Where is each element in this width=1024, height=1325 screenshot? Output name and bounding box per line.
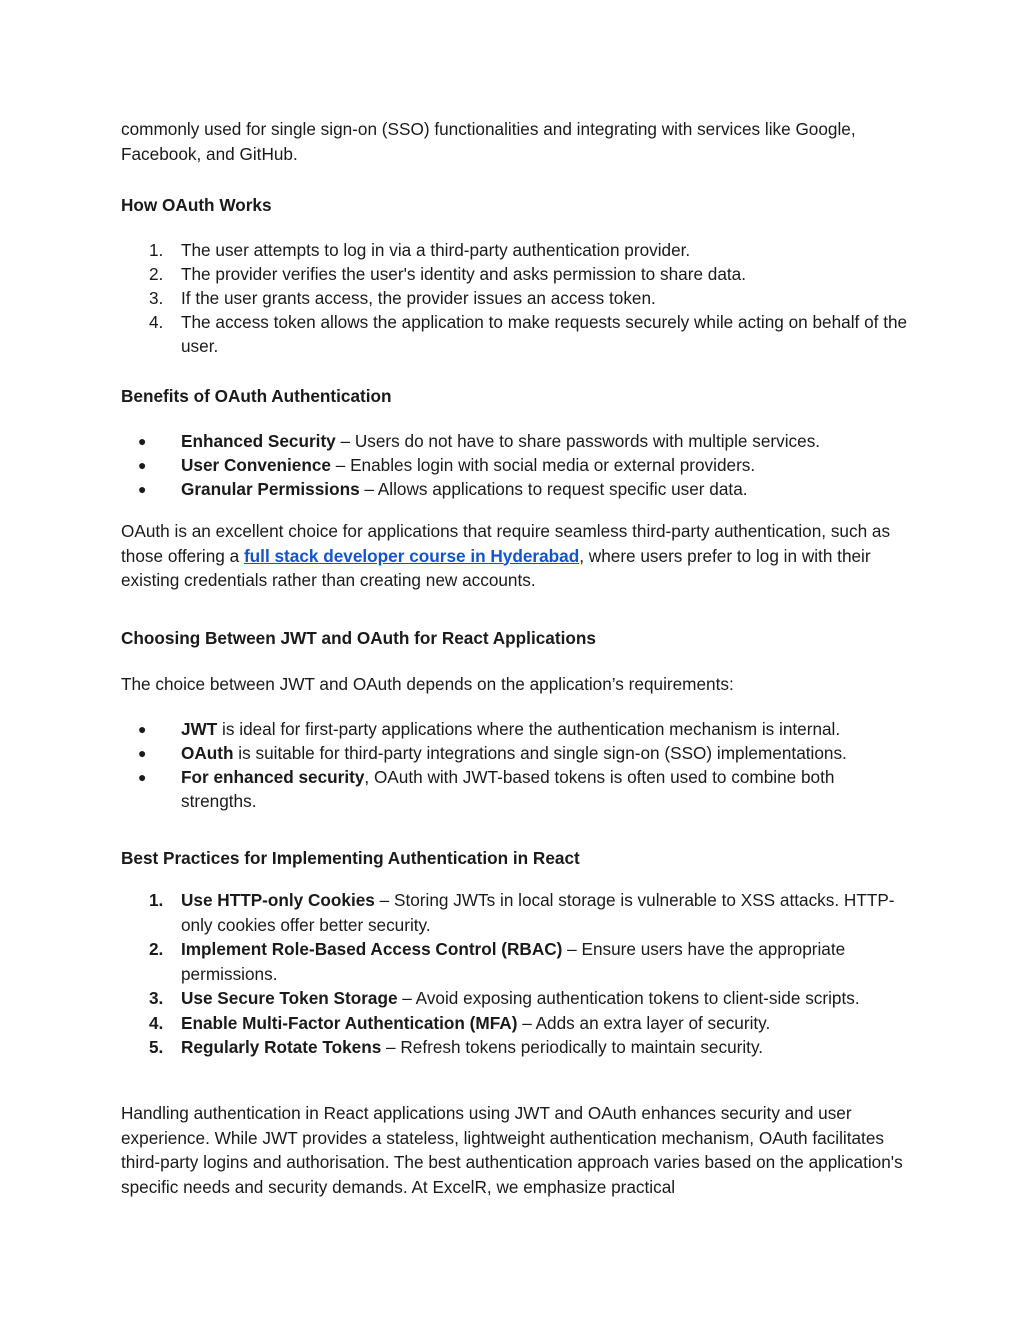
conclusion-paragraph: Handling authentication in React applications using JWT and OAuth enhances security and user experience. While JWT provides a stateless, lightweight authentication mechanism, OAuth facilitates third-party logins and authorisation. The best authentication approach varies based on the application's specific needs and security demands. At ExcelR, we emphasize practical — [121, 1103, 903, 1197]
list-item-text: – Ensure users have the appropriate permissions. — [181, 939, 846, 984]
list-item-text: – Users do not have to share passwords with multiple services. — [335, 431, 821, 451]
list-number: 1. — [149, 240, 164, 260]
list-item — [121, 238, 911, 262]
list-item-text: , OAuth with JWT-based tokens is often used to combine both strengths. — [181, 767, 835, 811]
list-item — [121, 1035, 911, 1060]
benefits-list — [121, 429, 911, 501]
list-item — [121, 986, 911, 1011]
list-number: 3. — [149, 988, 164, 1008]
list-item-term: User Convenience — [181, 455, 331, 475]
list-item-term: Granular Permissions — [181, 479, 360, 499]
list-item-term: Enable Multi-Factor Authentication (MFA) — [181, 1012, 518, 1033]
intro-paragraph: commonly used for single sign-on (SSO) functionalities and integrating with services like Google, Facebook, and GitHub. — [121, 119, 856, 164]
list-number: 2. — [149, 939, 164, 959]
list-item — [121, 286, 911, 310]
list-number: 5. — [149, 1037, 164, 1057]
list-item-text: – Storing JWTs in local storage is vulnerable to XSS attacks. HTTP-only cookies offer better security. — [181, 890, 895, 935]
list-item-term: Use Secure Token Storage — [181, 988, 398, 1008]
list-item-text: – Refresh tokens periodically to maintain security. — [381, 1037, 764, 1057]
list-item — [121, 888, 911, 937]
list-item-term: Use HTTP-only Cookies — [181, 890, 375, 910]
list-item-text: – Enables login with social media or external providers. — [330, 455, 756, 475]
list-item — [121, 1011, 911, 1036]
oauth-choice-paragraph — [121, 519, 911, 593]
bullet-icon: ● — [138, 457, 147, 473]
choosing-list — [121, 717, 911, 813]
list-item — [121, 453, 911, 477]
list-item-term: JWT — [181, 719, 218, 739]
list-item-text: is suitable for third-party integrations and single sign-on (SSO) implementations. — [233, 743, 847, 763]
list-item-text: – Allows applications to request specific user data. — [359, 479, 748, 499]
how-oauth-list — [121, 238, 911, 358]
course-link[interactable]: full stack developer course in Hyderabad — [243, 545, 580, 566]
list-number: 4. — [149, 1012, 164, 1033]
best-practices-heading: Best Practices for Implementing Authentication in React — [121, 848, 580, 868]
list-item-term: Regularly Rotate Tokens — [181, 1037, 382, 1057]
paragraph-text: , where users prefer to log in with their existing credentials rather than creating new accounts. — [121, 545, 871, 590]
list-item-text: If the user grants access, the provider issues an access token. — [181, 288, 656, 308]
list-item — [121, 765, 911, 813]
list-item-text: The access token allows the application to make requests securely while acting on behalf of the user. — [181, 312, 908, 356]
choosing-heading: Choosing Between JWT and OAuth for React Applications — [121, 628, 596, 648]
benefits-heading: Benefits of OAuth Authentication — [121, 386, 392, 406]
how-oauth-heading: How OAuth Works — [121, 195, 272, 215]
bullet-icon: ● — [138, 769, 147, 785]
choosing-intro: The choice between JWT and OAuth depends on the application’s requirements: — [121, 674, 734, 694]
bullet-icon: ● — [138, 745, 147, 761]
list-item — [121, 477, 911, 501]
list-number: 2. — [149, 264, 164, 284]
paragraph-text: OAuth is an excellent choice for applications that require seamless third-party authentication, such as those offering a — [121, 521, 891, 566]
list-item-text: – Avoid exposing authentication tokens to client-side scripts. — [397, 988, 860, 1008]
list-item-text: The user attempts to log in via a third-party authentication provider. — [181, 240, 691, 260]
list-item-text: – Adds an extra layer of security. — [517, 1012, 771, 1033]
list-item-term: Implement Role-Based Access Control (RBAC) — [181, 939, 563, 959]
bullet-icon: ● — [138, 481, 147, 497]
list-item — [121, 937, 911, 986]
list-item — [121, 717, 911, 741]
list-item — [121, 429, 911, 453]
list-item — [121, 262, 911, 286]
list-item-text: The provider verifies the user's identity and asks permission to share data. — [181, 264, 747, 284]
bullet-icon: ● — [138, 433, 147, 449]
list-item-term: Enhanced Security — [181, 431, 336, 451]
best-practices-list — [121, 888, 911, 1060]
list-number: 1. — [149, 890, 164, 910]
list-item-text: is ideal for first-party applications where the authentication mechanism is internal. — [217, 719, 841, 739]
list-item-term: For enhanced security — [181, 767, 365, 787]
list-item — [121, 310, 911, 358]
list-number: 3. — [149, 288, 164, 308]
bullet-icon: ● — [138, 721, 147, 737]
list-number: 4. — [149, 312, 164, 332]
list-item-term: OAuth — [181, 743, 234, 763]
list-item — [121, 741, 911, 765]
